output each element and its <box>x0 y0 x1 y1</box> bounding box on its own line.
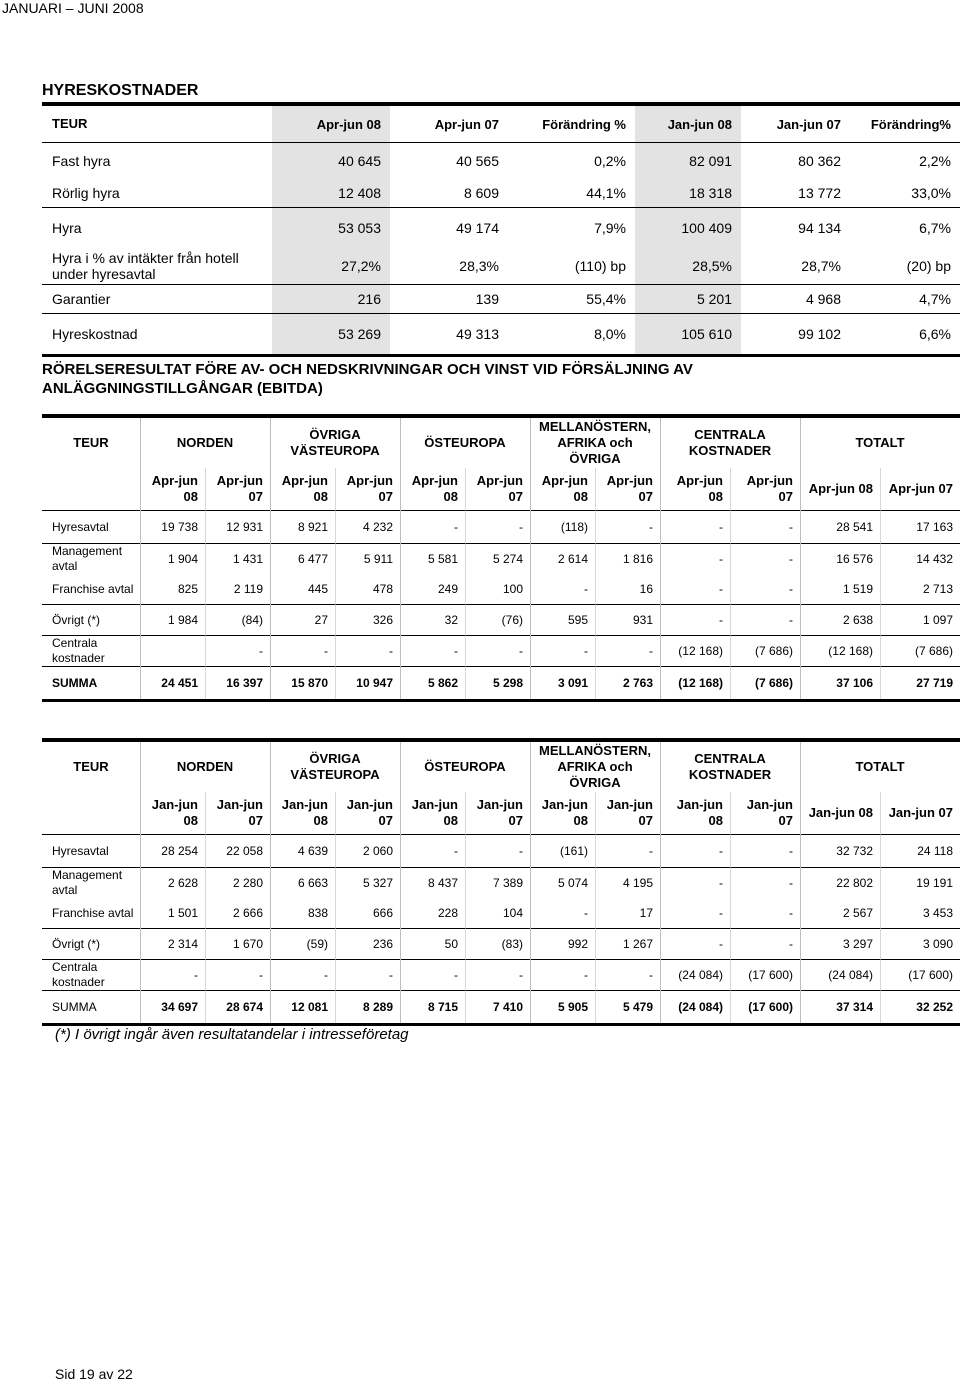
period-header: Jan-jun 07 <box>888 805 953 820</box>
period-header: Apr-jun 08 <box>541 473 588 504</box>
table-cell: - <box>789 906 793 920</box>
table-cell: 445 <box>307 582 328 596</box>
table-cell: - <box>719 520 723 534</box>
table-cell: 5 274 <box>492 552 523 566</box>
column-header: Jan-jun 07 <box>776 116 841 132</box>
table-cell: 2,2% <box>919 153 951 169</box>
table-cell: - <box>454 520 458 534</box>
table-cell: 15 870 <box>291 676 328 690</box>
table-row <box>42 208 960 248</box>
table-cell: 1 670 <box>232 937 263 951</box>
segment-group-header: ÖSTEUROPA <box>424 759 506 774</box>
subcolumn-divider <box>205 468 206 699</box>
table-cell: 13 772 <box>798 185 841 201</box>
table-cell: 104 <box>502 906 523 920</box>
table-cell: - <box>719 613 723 627</box>
table-cell: 12 081 <box>291 1000 328 1014</box>
table-cell: 7,9% <box>594 220 626 236</box>
table-cell: (7 686) <box>754 644 793 658</box>
period-header: Jan-jun 08 <box>281 797 328 828</box>
table-cell: 5 905 <box>557 1000 588 1014</box>
column-divider <box>270 742 271 1023</box>
table-cell: - <box>719 552 723 566</box>
subcolumn-divider <box>335 792 336 1023</box>
table-cell: - <box>324 968 328 982</box>
table-cell: 5 581 <box>427 552 458 566</box>
column-header-teur: TEUR <box>73 759 109 774</box>
table-cell: 1 519 <box>842 582 873 596</box>
table-row <box>42 605 960 636</box>
table-cell: - <box>789 552 793 566</box>
table-cell: (161) <box>559 844 588 858</box>
subcolumn-divider <box>595 792 596 1023</box>
row-label: SUMMA <box>52 999 97 1014</box>
segment-group-header: NORDEN <box>176 759 234 774</box>
table-cell: 27,2% <box>272 248 390 284</box>
table-cell: - <box>719 906 723 920</box>
segment-group-header: MELLANÖSTERN, AFRIKA och ÖVRIGA <box>539 419 651 466</box>
table-cell: 80 362 <box>798 153 841 169</box>
table-cell: - <box>649 844 653 858</box>
table-cell: 8 921 <box>297 520 328 534</box>
table-cell: 0,2% <box>594 153 626 169</box>
table-cell: 1 816 <box>622 552 653 566</box>
row-label: SUMMA <box>52 675 98 690</box>
table-cell: 1 267 <box>622 937 653 951</box>
table-cell: 2 638 <box>842 613 873 627</box>
table-cell: 216 <box>272 285 390 313</box>
table-cell: 2 314 <box>167 937 198 951</box>
table-cell: - <box>454 968 458 982</box>
table-row <box>42 179 960 208</box>
section-title-ebitda: RÖRELSERESULTAT FÖRE AV- OCH NEDSKRIVNINGAR OCH VINST VID FÖRSÄLJNING AV ANLÄGGNINGSTILLGÅNGAR (EBITDA) <box>42 361 693 397</box>
row-label: Centrala kostnader <box>52 960 105 989</box>
table-cell: - <box>259 968 263 982</box>
table-cell: 8,0% <box>594 326 626 342</box>
period-header: Jan-jun 07 <box>746 797 793 828</box>
table-cell: 2 763 <box>622 676 653 690</box>
table-cell: 17 <box>639 906 653 920</box>
table-row <box>42 285 960 314</box>
table-cell: 4 968 <box>805 291 841 307</box>
column-header: Förändring% <box>870 116 951 132</box>
period-header: Apr-jun 07 <box>476 473 523 504</box>
table-cell: 37 106 <box>836 676 873 690</box>
column-header: Jan-jun 08 <box>635 106 741 142</box>
table-cell: (17 600) <box>748 968 793 982</box>
column-divider <box>800 742 801 1023</box>
row-label: Garantier <box>52 291 111 307</box>
period-header: Apr-jun 07 <box>888 481 953 496</box>
table-cell: - <box>649 520 653 534</box>
column-divider <box>530 418 531 699</box>
table-cell: - <box>454 844 458 858</box>
subcolumn-divider <box>205 792 206 1023</box>
table-cell: 34 697 <box>161 1000 198 1014</box>
period-header: Apr-jun 08 <box>281 473 328 504</box>
table-cell: 55,4% <box>586 291 626 307</box>
table-cell: - <box>519 644 523 658</box>
table-cell: - <box>649 644 653 658</box>
table-cell: - <box>519 844 523 858</box>
table-cell: 12 408 <box>272 179 390 207</box>
table-cell: (110) bp <box>574 258 626 274</box>
section-title-hyreskostnader: HYRESKOSTNADER <box>42 82 199 99</box>
column-header: Apr-jun 07 <box>434 116 499 132</box>
table-cell: - <box>389 644 393 658</box>
row-label: Centrala kostnader <box>52 636 105 665</box>
table-row <box>42 991 960 1023</box>
column-divider <box>800 418 801 699</box>
table-cell: 2 628 <box>167 876 198 890</box>
table-cell: 24 451 <box>161 676 198 690</box>
segment-group-header: CENTRALA KOSTNADER <box>688 427 772 458</box>
subcolumn-divider <box>880 792 881 1023</box>
row-label: Hyreskostnad <box>52 326 138 342</box>
row-label: Franchise avtal <box>52 905 134 920</box>
table-cell: - <box>584 582 588 596</box>
table-cell: 53 053 <box>272 208 390 248</box>
table-cell: 44,1% <box>586 185 626 201</box>
table-row <box>42 835 960 868</box>
column-divider <box>270 418 271 699</box>
table-cell: 1 984 <box>167 613 198 627</box>
table-cell: 17 163 <box>916 520 953 534</box>
table-cell: 825 <box>177 582 198 596</box>
row-label: Franchise avtal <box>52 581 134 596</box>
table-cell: 4 639 <box>297 844 328 858</box>
table-cell: (84) <box>241 613 263 627</box>
period-header: Jan-jun 08 <box>676 797 723 828</box>
column-divider <box>660 742 661 1023</box>
table-row <box>42 143 960 179</box>
column-header: Apr-jun 08 <box>272 106 390 142</box>
table-cell: 14 432 <box>916 552 953 566</box>
segment-group-header: CENTRALA KOSTNADER <box>688 751 772 782</box>
table-cell: 8 609 <box>463 185 499 201</box>
table-cell: 12 931 <box>226 520 263 534</box>
table-cell: 931 <box>632 613 653 627</box>
table-cell: 2 666 <box>232 906 263 920</box>
table-cell: (7 686) <box>914 644 953 658</box>
table-row <box>42 667 960 699</box>
table-row <box>42 248 960 285</box>
column-header-teur: TEUR <box>73 435 109 450</box>
period-header: Jan-jun 07 <box>476 797 523 828</box>
table-cell: - <box>584 906 588 920</box>
table-cell: 4 232 <box>362 520 393 534</box>
subcolumn-divider <box>730 468 731 699</box>
table-cell: 5 479 <box>622 1000 653 1014</box>
table-cell: - <box>719 937 723 951</box>
table-cell: 478 <box>372 582 393 596</box>
table-cell: 1 097 <box>922 613 953 627</box>
table-cell: 8 289 <box>362 1000 393 1014</box>
table-cell: - <box>454 644 458 658</box>
table-cell: 32 732 <box>836 844 873 858</box>
table-cell: 249 <box>437 582 458 596</box>
period-header: Jan-jun 08 <box>151 797 198 828</box>
table-cell: 24 118 <box>917 844 953 858</box>
footnote: (*) I övrigt ingår även resultatandelar i intresseföretag <box>55 1026 409 1043</box>
table-row <box>42 314 960 354</box>
period-header: Apr-jun 07 <box>346 473 393 504</box>
row-label: Rörlig hyra <box>52 185 120 201</box>
table-cell: 5 201 <box>635 285 741 313</box>
column-divider <box>660 418 661 699</box>
period-header: Jan-jun 07 <box>216 797 263 828</box>
segment-table-apr-jun <box>42 414 960 702</box>
table-cell: 3 090 <box>922 937 953 951</box>
table-cell: 33,0% <box>911 185 951 201</box>
table-cell: 666 <box>372 906 393 920</box>
table-cell: - <box>649 968 653 982</box>
table-cell: (12 168) <box>828 644 873 658</box>
subcolumn-divider <box>730 792 731 1023</box>
table-cell: 105 610 <box>635 314 741 354</box>
table-cell: (24 084) <box>678 1000 723 1014</box>
subcolumn-divider <box>465 792 466 1023</box>
table-cell: (12 168) <box>678 644 723 658</box>
table-cell: 5 074 <box>557 876 588 890</box>
period-header: Jan-jun 07 <box>606 797 653 828</box>
table-cell: - <box>719 582 723 596</box>
table-cell: 99 102 <box>798 326 841 342</box>
table-cell: 838 <box>307 906 328 920</box>
table-cell: 8 437 <box>427 876 458 890</box>
table-cell: 49 313 <box>456 326 499 342</box>
table-cell: 53 269 <box>272 314 390 354</box>
table-cell: (118) <box>560 520 588 534</box>
segment-group-header: TOTALT <box>855 759 905 774</box>
table-cell: (83) <box>501 937 523 951</box>
table-cell: 5 911 <box>363 552 393 566</box>
table-row <box>42 574 960 605</box>
column-divider <box>400 742 401 1023</box>
table-cell: 6 663 <box>297 876 328 890</box>
table-cell: - <box>324 644 328 658</box>
table-cell: (7 686) <box>754 676 793 690</box>
column-header: Förändring % <box>542 116 626 132</box>
period-header: Jan-jun 08 <box>541 797 588 828</box>
table-cell: - <box>789 844 793 858</box>
table-cell: 49 174 <box>456 220 499 236</box>
period-header: Apr-jun 08 <box>411 473 458 504</box>
table-cell: 100 409 <box>635 208 741 248</box>
segment-group-header: ÖVRIGA VÄSTEUROPA <box>290 427 380 458</box>
table-cell: 28,3% <box>459 258 499 274</box>
table-cell: 4,7% <box>919 291 951 307</box>
table-cell: 6,7% <box>919 220 951 236</box>
segment-table-jan-jun <box>42 738 960 1026</box>
segment-group-header: ÖSTEUROPA <box>424 435 506 450</box>
table-cell: 18 318 <box>635 179 741 207</box>
segment-group-header: NORDEN <box>176 435 234 450</box>
table-cell: 1 431 <box>232 552 263 566</box>
table-bottom-rule <box>42 699 960 702</box>
table-cell: (17 600) <box>748 1000 793 1014</box>
column-divider <box>140 742 141 1023</box>
table-cell: 28,7% <box>801 258 841 274</box>
period-header: Jan-jun 08 <box>411 797 458 828</box>
row-label: Hyresavtal <box>52 519 109 534</box>
row-label: Management avtal <box>52 544 123 573</box>
row-label: Management avtal <box>52 868 123 897</box>
group-header-row <box>42 742 960 792</box>
row-label: Hyra <box>52 220 82 236</box>
table-cell: 2 713 <box>922 582 953 596</box>
table-cell: 16 <box>639 582 653 596</box>
table-cell: (24 084) <box>828 968 873 982</box>
period-header: Apr-jun 07 <box>216 473 263 504</box>
table-cell: - <box>389 968 393 982</box>
table-cell: 100 <box>502 582 523 596</box>
column-divider <box>140 418 141 699</box>
table-cell: 2 280 <box>232 876 263 890</box>
table-cell: 236 <box>372 937 393 951</box>
row-label: Övrigt (*) <box>52 612 100 627</box>
table-bottom-rule <box>42 354 960 357</box>
table-cell: 5 327 <box>362 876 393 890</box>
table-cell: 3 453 <box>922 906 953 920</box>
period-header: Apr-jun 08 <box>808 481 873 496</box>
table-cell: - <box>519 968 523 982</box>
segment-group-header: ÖVRIGA VÄSTEUROPA <box>290 751 380 782</box>
subcolumn-divider <box>595 468 596 699</box>
period-header-row <box>42 792 960 835</box>
subcolumn-divider <box>335 468 336 699</box>
table-cell: 27 <box>314 613 328 627</box>
table-cell: 139 <box>475 291 499 307</box>
table-cell: - <box>789 937 793 951</box>
table-cell: 992 <box>567 937 588 951</box>
table-cell: - <box>519 520 523 534</box>
table-cell: 37 314 <box>836 1000 873 1014</box>
table-cell: - <box>719 876 723 890</box>
table-cell: 22 802 <box>836 876 873 890</box>
period-header: Apr-jun 07 <box>746 473 793 504</box>
table-cell: 28 674 <box>226 1000 263 1014</box>
table-cell: - <box>259 644 263 658</box>
table-cell: (59) <box>306 937 328 951</box>
table-cell: (76) <box>501 613 523 627</box>
table-cell: 28 541 <box>836 520 873 534</box>
period-header: Apr-jun 07 <box>606 473 653 504</box>
table-cell: 40 565 <box>456 153 499 169</box>
table-cell: 4 195 <box>622 876 653 890</box>
table-cell: - <box>789 520 793 534</box>
table-row <box>42 511 960 544</box>
table-cell: 7 410 <box>492 1000 523 1014</box>
table-cell: 16 576 <box>836 552 873 566</box>
subcolumn-divider <box>880 468 881 699</box>
table-row <box>42 929 960 960</box>
table-cell: 595 <box>567 613 588 627</box>
period-header: Apr-jun 08 <box>676 473 723 504</box>
row-label: Fast hyra <box>52 153 111 169</box>
period-header: Jan-jun 08 <box>808 805 873 820</box>
group-header-row <box>42 418 960 468</box>
row-label: Övrigt (*) <box>52 936 100 951</box>
table-cell: 6,6% <box>919 326 951 342</box>
period-header: Jan-jun 07 <box>346 797 393 828</box>
table-cell: - <box>719 844 723 858</box>
table-cell: 28 254 <box>161 844 198 858</box>
segment-group-header: TOTALT <box>855 435 905 450</box>
table-cell: (24 084) <box>678 968 723 982</box>
table-cell: (17 600) <box>908 968 953 982</box>
table-cell: 6 477 <box>297 552 328 566</box>
table-cell: 19 738 <box>161 520 198 534</box>
row-label: Hyra i % av intäkter från hotell under hyresavtal <box>52 250 239 282</box>
table-row <box>42 544 960 574</box>
table-cell: 3 091 <box>557 676 588 690</box>
period-header-row <box>42 468 960 511</box>
table-cell: (20) bp <box>906 258 951 274</box>
page-number: Sid 19 av 22 <box>55 1366 133 1382</box>
table-row <box>42 898 960 929</box>
table-cell: 22 058 <box>226 844 263 858</box>
segment-group-header: MELLANÖSTERN, AFRIKA och ÖVRIGA <box>539 743 651 790</box>
column-divider <box>400 418 401 699</box>
table-cell: 28,5% <box>635 248 741 284</box>
table-cell: - <box>584 968 588 982</box>
running-header: JANUARI – JUNI 2008 <box>2 0 144 16</box>
table-cell: 94 134 <box>798 220 841 236</box>
table-cell: - <box>789 613 793 627</box>
table-cell: 228 <box>437 906 458 920</box>
table-cell: 2 060 <box>362 844 393 858</box>
table-cell: - <box>789 582 793 596</box>
table-cell: 7 389 <box>492 876 523 890</box>
table-cell: 32 <box>444 613 458 627</box>
table-cell: - <box>584 644 588 658</box>
table-cell: - <box>789 876 793 890</box>
table-cell: 3 297 <box>842 937 873 951</box>
table-cell: 10 947 <box>356 676 393 690</box>
table-header-row <box>42 106 960 143</box>
table-row <box>42 636 960 667</box>
table-cell: 82 091 <box>635 143 741 179</box>
hyreskostnader-table <box>42 102 960 357</box>
period-header: Apr-jun 08 <box>151 473 198 504</box>
table-cell: 2 614 <box>557 552 588 566</box>
table-cell: 1 904 <box>167 552 198 566</box>
table-cell: 16 397 <box>226 676 263 690</box>
table-cell: 2 119 <box>233 582 263 596</box>
table-cell: 2 567 <box>842 906 873 920</box>
table-row <box>42 960 960 991</box>
table-cell: 5 298 <box>492 676 523 690</box>
table-cell: 326 <box>372 613 393 627</box>
table-cell: 1 501 <box>167 906 198 920</box>
table-row <box>42 868 960 898</box>
table-cell: (12 168) <box>678 676 723 690</box>
subcolumn-divider <box>465 468 466 699</box>
table-cell: 50 <box>444 937 458 951</box>
table-cell: 40 645 <box>272 143 390 179</box>
row-label: Hyresavtal <box>52 843 109 858</box>
table-cell: 5 862 <box>427 676 458 690</box>
column-divider <box>530 742 531 1023</box>
table-cell: 8 715 <box>427 1000 458 1014</box>
table-cell: - <box>194 968 198 982</box>
table-cell: 19 191 <box>916 876 953 890</box>
column-header-teur: TEUR <box>52 116 88 131</box>
table-cell: 27 719 <box>916 676 953 690</box>
table-cell: 32 252 <box>916 1000 953 1014</box>
